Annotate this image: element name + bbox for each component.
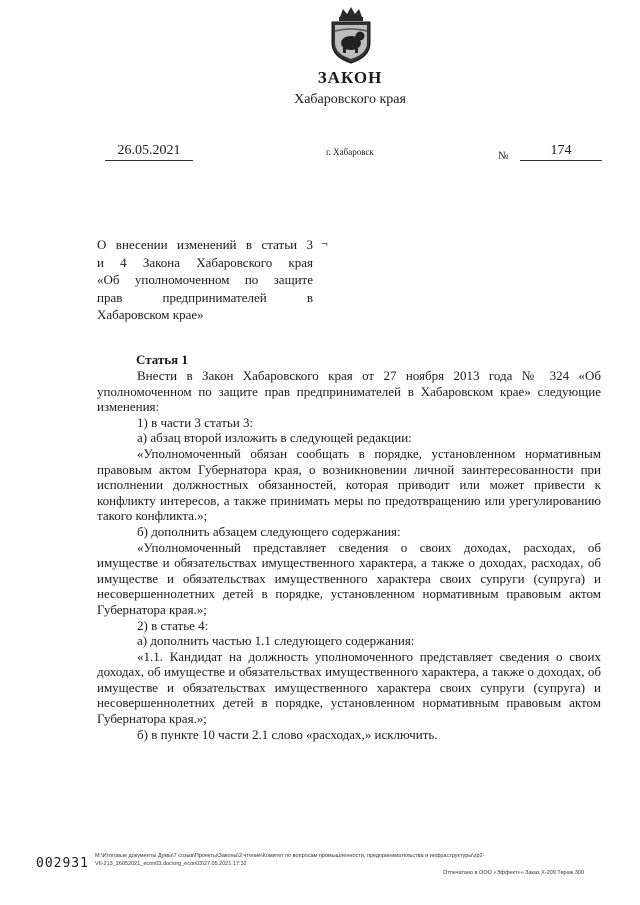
article-paragraph: Внести в Закон Хабаровского края от 27 ноября 2013 года № 324 «Об уполномоченном по защите прав предпринимателей в Хабаровском крае» следующие изменения: [97,368,601,415]
article-body [97,368,601,742]
article-paragraph: «Уполномоченный обязан сообщать в порядке, установленном нормативным правовым актом Губернатора края, о возникновении личной заинтересованности при исполнении должностных обязанностей, которая приводит или может привести к конфликту интересов, а также принимать меры по предотвращению или урегулированию такого конфликта.»; [97,445,601,524]
article-paragraph: а) абзац второй изложить в следующей редакции: [137,430,412,446]
title-line: и 4 Закона Хабаровского края [97,254,313,270]
title-line: «Об уполномоченном по защите [97,272,313,287]
article-paragraph: 1) в части 3 статьи 3: [137,414,254,430]
article-paragraph: «1.1. Кандидат на должность уполномоченного представляет сведения о своих доходах, об имуществе и обязательствах имущественного характера, а также о доходах, об имуществе и обязательствах имущественного характера своих супруги (супруга) и несовершеннолетних детей в порядке, установленном нормативным правовым актом Губернатора края.»; [97,648,601,727]
title-line: О внесении изменений в статьи 3 [97,237,313,252]
document-city: г. Хабаровск [326,147,374,157]
article-heading: Статья 1 [136,352,188,367]
footer-file-path [95,852,600,868]
article-paragraph: б) дополнить абзацем следующего содержания: [137,523,401,539]
footer-path-line: VII-213_26052021_econ03.doc\org_econ03\27.05.2021 17:32 [95,861,247,867]
footer-document-number: 002931 [36,856,89,871]
article-paragraph: «Уполномоченный представляет сведения о своих доходах, расходах, об имуществе и обязательствах имущественного характера, а также о доходах, расходах, об имуществе и обязательствах имущественного характера своих супруги (супруга) и несовершеннолетних детей в порядке, установленном нормативным правовым актом Губернатора края.»; [97,539,601,617]
article-paragraph: б) в пункте 10 части 2.1 слово «расходах,» исключить. [137,726,438,742]
number-sign: № [498,150,509,162]
region-subtitle: Хабаровского края [294,92,406,107]
document-type-title: ЗАКОН [317,68,383,87]
article-paragraph: а) дополнить частью 1.1 следующего содержания: [137,633,415,649]
document-date: 26.05.2021 [105,143,193,161]
title-line: Хабаровском крае» [97,307,204,322]
footer-path-line: M:\Итоговые документы Думы\7 созыв\Проекты\Законы\2 чтение\Комитет по вопросам промышленности, предпринимательства и инфраструктуры\zp2- [95,853,485,859]
law-title-block [97,236,313,324]
corner-bracket-mark: ¬ [321,236,328,250]
footer-printer-info: Отпечатано в ООО «Эффект»» Заказ Х-209 Тираж 300 [443,870,585,876]
coat-of-arms-emblem [326,5,376,65]
title-line: прав предпринимателей в [97,289,313,305]
article-paragraph: 2) в статье 4: [137,617,209,633]
document-number: 174 [520,143,602,161]
